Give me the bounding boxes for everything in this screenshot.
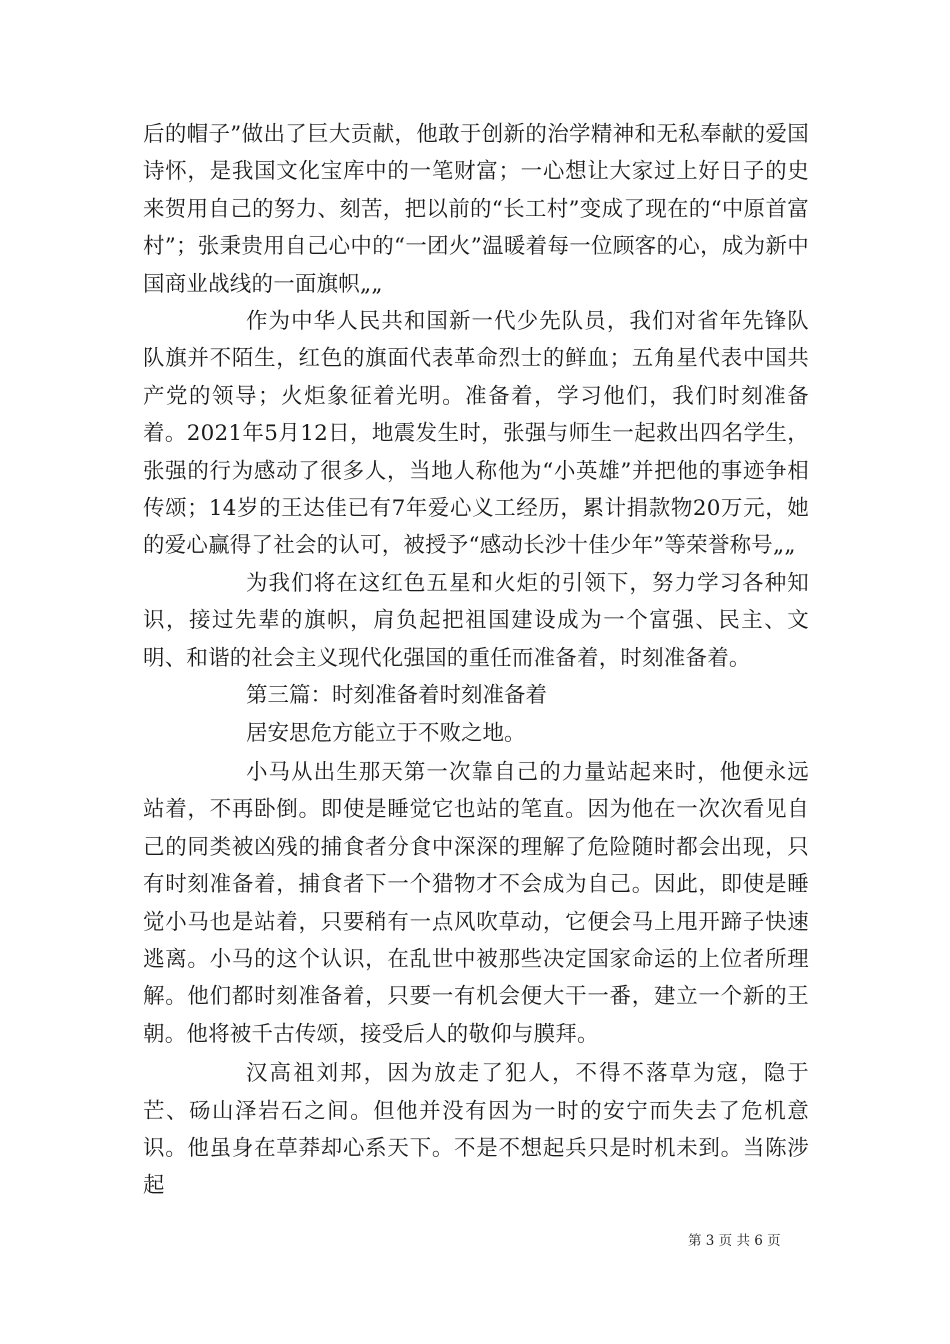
paragraph-liu-bang: 汉高祖刘邦，因为放走了犯人，不得不落草为寇，隐于芒、砀山泽岩石之间。但他并没有因为一时的安宁而失去了危机意识。他虽身在草莽却心系天下。不是不想起兵只是时机未到。当陈涉起 [143,1061,809,1199]
paragraph-resolution: 为我们将在这红色五星和火炬的引领下，努力学习各种知识，接过先辈的旗帜，肩负起把祖国建设成为一个富强、民主、文明、和谐的社会主义现代化强国的重任而准备着，时刻准备着。 [143,570,809,671]
paragraph-young-pioneers: 作为中华人民共和国新一代少先队员，我们对省年先锋队队旗并不陌生，红色的旗面代表革命烈士的鲜血；五角星代表中国共产党的领导；火炬象征着光明。准备着，学习他们，我们时刻准备着。2021年5月12日，地震发生时，张强与师生一起救出四名学生，张强的行为感动了很多人，当地人称他为“小英雄”并把他的事迹争相传颂；14岁的王达佳已有7年爱心义工经历，累计捐款物20万元，她的爱心赢得了社会的认可，被授予“感动长沙十佳少年”等荣誉称号„„ [143,309,809,559]
page-number-footer: 第 3 页 共 6 页 [688,1233,781,1249]
section-title: 第三篇：时刻准备着时刻准备着 [246,683,548,709]
paragraph-little-horse: 小马从出生那天第一次靠自己的力量站起来时，他便永远站着，不再卧倒。即使是睡觉它也站的笔直。因为他在一次次看见自己的同类被凶残的捕食者分食中深深的理解了危险随时都会出现，只有时刻准备着，捕食者下一个猎物才不会成为自己。因此，即使是睡觉小马也是站着，只要稍有一点风吹草动，它便会马上甩开蹄子快速逃离。小马的这个认识，在乱世中被那些决定国家命运的上位者所理解。他们都时刻准备着，只要一有机会便大干一番，建立一个新的王朝。他将被千古传颂，接受后人的敬仰与膜拜。 [143,759,809,1047]
epigraph: 居安思危方能立于不败之地。 [246,720,526,746]
paragraph-tribute: 后的帽子”做出了巨大贡献，他敢于创新的治学精神和无私奉献的爱国诗怀，是我国文化宝库中的一笔财富；一心想让大家过上好日子的史来贺用自己的努力、刻苦，把以前的“长工村”变成了现在的“中原首富村”；张秉贵用自己心中的“一团火”温暖着每一位顾客的心，成为新中国商业战线的一面旗帜„„ [143,122,809,297]
document-body [143,116,809,1205]
